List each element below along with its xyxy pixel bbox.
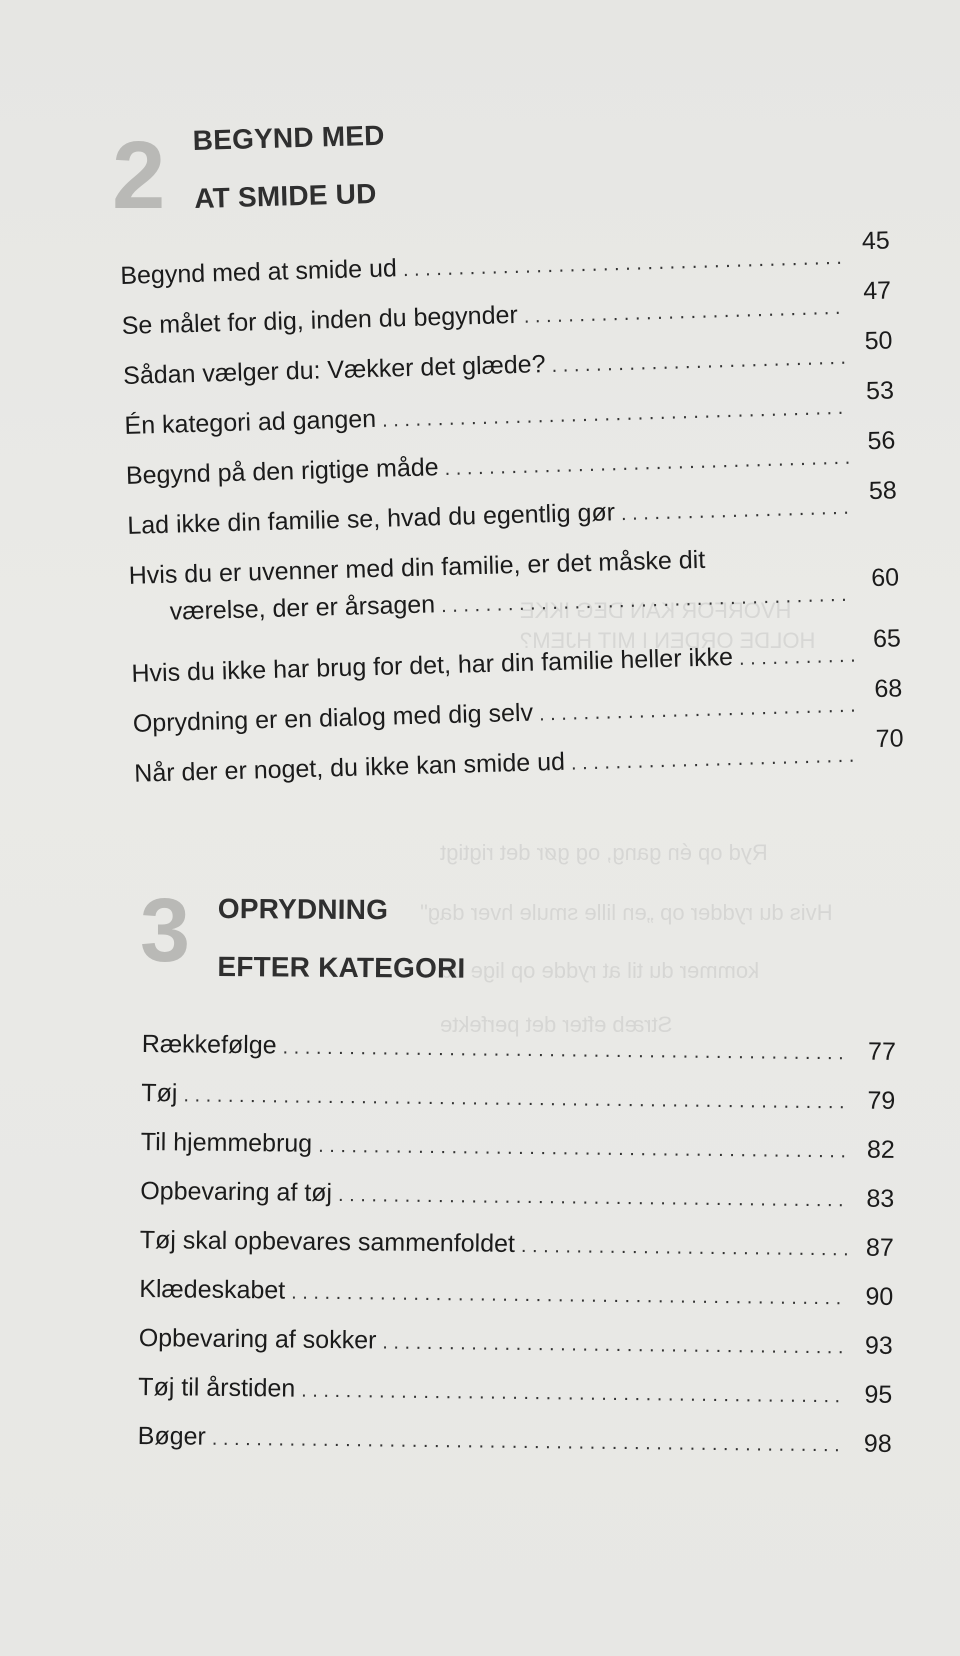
toc-page-number: 45 [861, 226, 891, 256]
toc-entry[interactable] [138, 1373, 892, 1430]
toc-page-number: 83 [866, 1184, 895, 1213]
toc-entry-title: Se målet for dig, inden du begynder [121, 300, 519, 340]
toc-entry-title: Tøj skal opbevares sammenfoldet [139, 1225, 516, 1258]
dot-leader [338, 1184, 848, 1212]
toc-entry[interactable] [140, 1177, 894, 1234]
dot-leader [403, 247, 845, 282]
chapter-title-line: BEGYND MED [192, 119, 385, 156]
toc-page-number: 95 [864, 1380, 893, 1409]
toc-page-number: 87 [865, 1233, 894, 1262]
toc-page-number: 47 [862, 276, 892, 306]
dot-leader [301, 1380, 846, 1409]
chapter-title-line: EFTER KATEGORI [217, 950, 466, 984]
toc-entry[interactable] [140, 1128, 894, 1185]
bleed-through-text: HVORFOR KAN DEG IKKE [520, 598, 792, 623]
toc-entry-title: Rækkefølge [141, 1030, 277, 1060]
dot-leader [441, 584, 854, 619]
toc-page-number: 60 [870, 563, 900, 593]
dot-leader [571, 745, 859, 776]
toc-entry-title: Begynd på den rigtige måde [125, 453, 439, 490]
toc-entry-title: Når der er noget, du ikke kan smide ud [133, 747, 566, 788]
bleed-through-text: Stræb efter det perfekte [440, 1012, 673, 1037]
chapter-title-line: AT SMIDE UD [193, 177, 377, 214]
dot-leader [523, 297, 845, 329]
dot-leader [521, 1235, 848, 1261]
toc-entry-title: Sådan vælger du: Vækker det glæde? [122, 350, 546, 390]
toc-entry-title: Lad ikke din familie se, hvad du egentlig gør [126, 498, 616, 540]
dot-leader [382, 397, 849, 433]
dot-leader [382, 1332, 847, 1360]
toc-page-number: 93 [864, 1331, 893, 1360]
dot-leader [183, 1084, 849, 1114]
bleed-through-text: Ryd op én gang, og gør det rigtigt [440, 840, 768, 865]
toc-page-number: 98 [863, 1429, 892, 1458]
toc-page-number: 77 [867, 1037, 896, 1066]
toc-entry[interactable] [138, 1324, 892, 1381]
dot-leader [621, 497, 852, 526]
chapter-title-line: OPRYDNING [217, 892, 389, 926]
toc-entry-title: Opbevaring af tøj [140, 1176, 333, 1207]
toc-entry-title: Hvis du ikke har brug for det, har din familie heller ikke [131, 643, 734, 688]
toc-page-number: 90 [865, 1282, 894, 1311]
chapter-number: 2 [112, 122, 166, 229]
dot-leader [318, 1135, 849, 1164]
toc-entry[interactable] [139, 1226, 893, 1283]
toc-page-number: 56 [867, 426, 896, 456]
toc-entry-title: Opbevaring af sokker [138, 1323, 377, 1355]
toc-entry-title: Hvis du er uvenner med din familie, er det måske dit [128, 545, 706, 590]
toc-page-number: 50 [864, 326, 893, 356]
toc-entry-title: værelse, der er årsagen [169, 590, 436, 626]
chapter-title [217, 880, 466, 998]
toc-entry-title: Klædeskabet [139, 1274, 286, 1305]
chapter-2-toc [120, 226, 905, 810]
dot-leader [282, 1036, 849, 1065]
toc-entry[interactable] [139, 1275, 893, 1332]
toc-page-number: 70 [875, 724, 904, 754]
chapter-number: 3 [140, 881, 191, 981]
toc-page-number: 58 [868, 476, 898, 506]
bleed-through-text: Hvis du rydder op „en lille smule hver dag" [420, 900, 833, 925]
toc-entry-title: Tøj til årstiden [138, 1372, 296, 1403]
bleed-through-text: kommer du til at rydde op lige ud [440, 958, 760, 983]
dot-leader [739, 645, 856, 671]
dot-leader [291, 1282, 847, 1311]
toc-page-number: 82 [866, 1135, 895, 1164]
toc-entry-title: Tøj [141, 1078, 178, 1108]
toc-entry-title: Begynd med at smide ud [120, 254, 398, 290]
toc-entry[interactable] [137, 1422, 891, 1479]
toc-entry-title: Én kategori ad gangen [124, 404, 377, 440]
dot-leader [539, 695, 857, 727]
dot-leader [444, 447, 850, 481]
chapter-title [192, 107, 387, 228]
toc-entry-title: Bøger [137, 1421, 206, 1451]
toc-page-number: 65 [872, 624, 902, 654]
dot-leader [212, 1428, 846, 1458]
chapter-3-toc [137, 1030, 896, 1479]
toc-page-number: 79 [867, 1086, 896, 1115]
toc-page-number: 53 [865, 376, 895, 406]
bleed-through-text: HOLDE ORDEN I MIT HJEM? [520, 628, 816, 653]
toc-entry-title: Oprydning er en dialog med dig selv [132, 698, 534, 738]
toc-page-number: 68 [874, 674, 903, 704]
toc-entry[interactable] [141, 1030, 895, 1087]
toc-entry[interactable] [141, 1079, 895, 1136]
toc-entry-title: Til hjemmebrug [140, 1127, 313, 1158]
dot-leader [551, 347, 847, 378]
